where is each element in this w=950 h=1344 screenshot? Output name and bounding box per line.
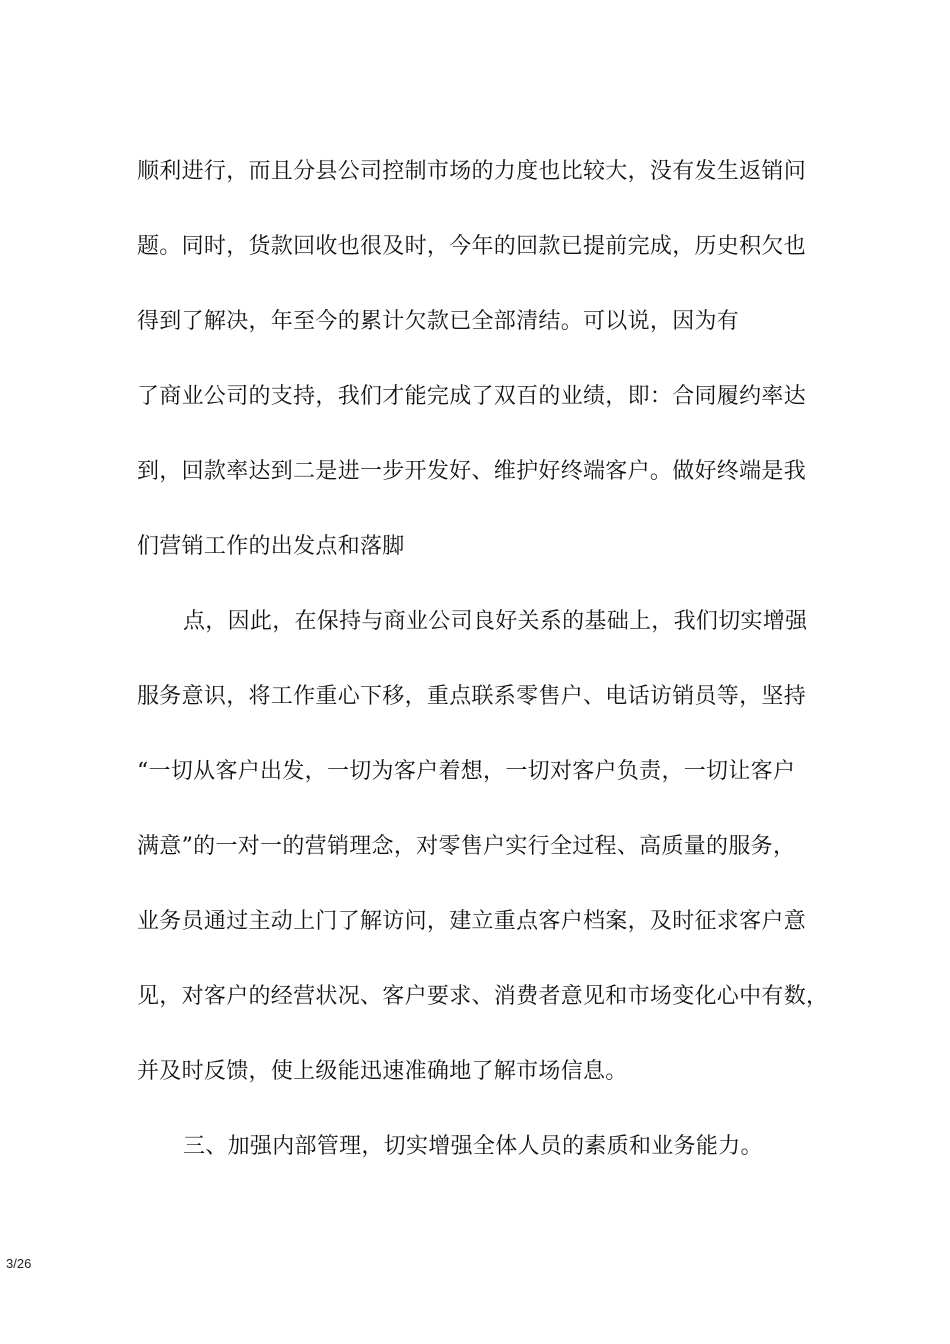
paragraph-start-line: 点，因此，在保持与商业公司良好关系的基础上，我们切实增强 — [183, 609, 808, 634]
text-line: 到，回款率达到二是进一步开发好、维护好终端客户。做好终端是我 — [137, 459, 807, 484]
text-line: 并及时反馈，使上级能迅速准确地了解市场信息。 — [137, 1059, 628, 1084]
text-line: 满意”的一对一的营销理念，对零售户实行全过程、高质量的服务， — [137, 834, 796, 859]
text-line: 顺利进行，而且分县公司控制市场的力度也比较大，没有发生返销问 — [137, 159, 807, 184]
page-number: 3/26 — [6, 1256, 32, 1271]
text-line: 得到了解决，年至今的累计欠款已全部清结。可以说，因为有 — [137, 309, 740, 334]
text-line: 了商业公司的支持，我们才能完成了双百的业绩，即：合同履约率达 — [137, 384, 807, 409]
text-line: 见，对客户的经营状况、客户要求、消费者意见和市场变化心中有数， — [137, 984, 829, 1009]
text-line: 服务意识，将工作重心下移，重点联系零售户、电话访销员等，坚持 — [137, 684, 807, 709]
text-line: 题。同时，货款回收也很及时，今年的回款已提前完成，历史积欠也 — [137, 234, 807, 259]
text-line: 业务员通过主动上门了解访问，建立重点客户档案，及时征求客户意 — [137, 909, 807, 934]
text-line: “一切从客户出发，一切为客户着想，一切对客户负责，一切让客户 — [137, 759, 796, 784]
text-line: 们营销工作的出发点和落脚 — [137, 534, 405, 559]
section-heading: 三、加强内部管理，切实增强全体人员的素质和业务能力。 — [183, 1134, 763, 1159]
